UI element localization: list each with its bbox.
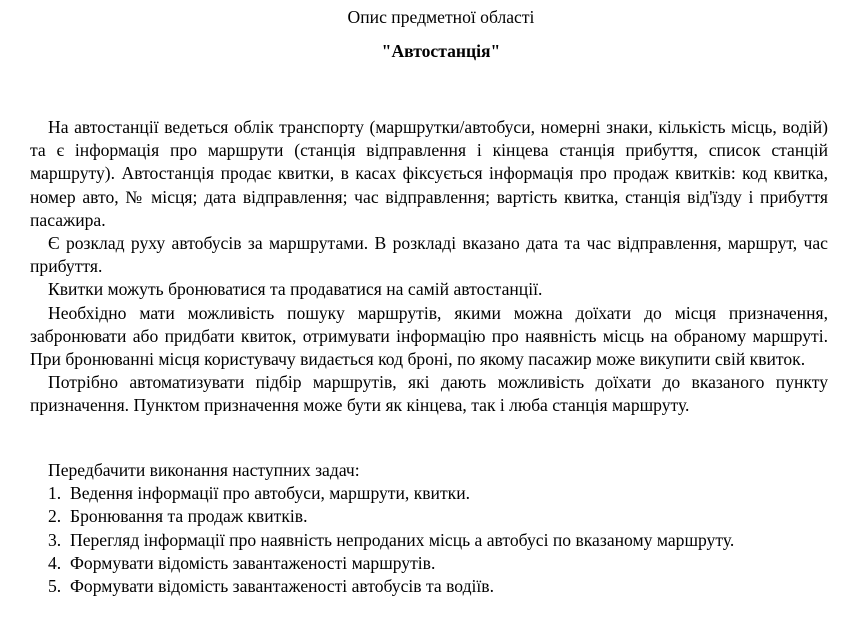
- document-title: Опис предметної області: [347, 7, 535, 27]
- task-number: 1.: [48, 483, 62, 504]
- task-number: 2.: [48, 506, 62, 527]
- task-text: Бронювання та продаж квитків.: [70, 506, 308, 527]
- paragraph-schedule: Є розклад руху автобусів за маршрутами. В розкладі вказано дата та час відправлення, маршрут, час прибуття.: [30, 233, 828, 277]
- task-list: [48, 482, 828, 598]
- task-item: [48, 505, 828, 528]
- tasks-intro: Передбачити виконання наступних задач:: [48, 460, 360, 480]
- task-item: [48, 552, 828, 575]
- task-text: Формувати відомість завантаженості автобусів та водіїв.: [70, 576, 495, 597]
- tasks-section: [48, 459, 828, 598]
- paragraph-route-search: Необхідно мати можливість пошуку маршрутів, якими можна доїхати до місця призначення, забронювати або придбати квиток, отримувати інформацію про наявність місць на обраному маршруті. При бронюванні місця користувачу видається код броні, по якому пасажир може викупити свій квиток.: [30, 302, 828, 370]
- task-number: 4.: [48, 552, 62, 573]
- paragraph-automation: Потрібно автоматизувати підбір маршрутів, які дають можливість доїхати до вказаного пункту призначення. Пунктом призначення може бути як кінцева, так і люба станція маршруту.: [30, 372, 828, 416]
- task-item: [48, 482, 828, 505]
- task-text: Перегляд інформації про наявність непроданих місць а автобусі по вказаному маршруту.: [70, 529, 735, 550]
- paragraph-ticket-sales: Квитки можуть бронюватися та продаватися на самій автостанції.: [48, 279, 543, 300]
- task-item: [48, 575, 828, 598]
- task-text: Ведення інформації про автобуси, маршрути, квитки.: [70, 483, 471, 504]
- task-text: Формувати відомість завантаженості маршрутів.: [70, 552, 436, 573]
- paragraph-transport-records: На автостанції ведеться облік транспорту (маршрутки/автобуси, номерні знаки, кількість місць, водій) та є інформація про маршрути (станція відправлення і кінцева станція прибуття, список станцій маршруту). Автостанція продає квитки, в касах фіксується інформація про продаж квитків: код квитка, номер авто, № місця; дата відправлення; час відправлення; вартість квитка, станція від'їзду і прибуття пасажира.: [30, 117, 828, 230]
- document-body: [30, 116, 828, 418]
- task-number: 5.: [48, 576, 62, 597]
- task-number: 3.: [48, 529, 62, 550]
- task-item: [48, 529, 828, 552]
- document-subtitle: "Автостанція": [381, 41, 501, 61]
